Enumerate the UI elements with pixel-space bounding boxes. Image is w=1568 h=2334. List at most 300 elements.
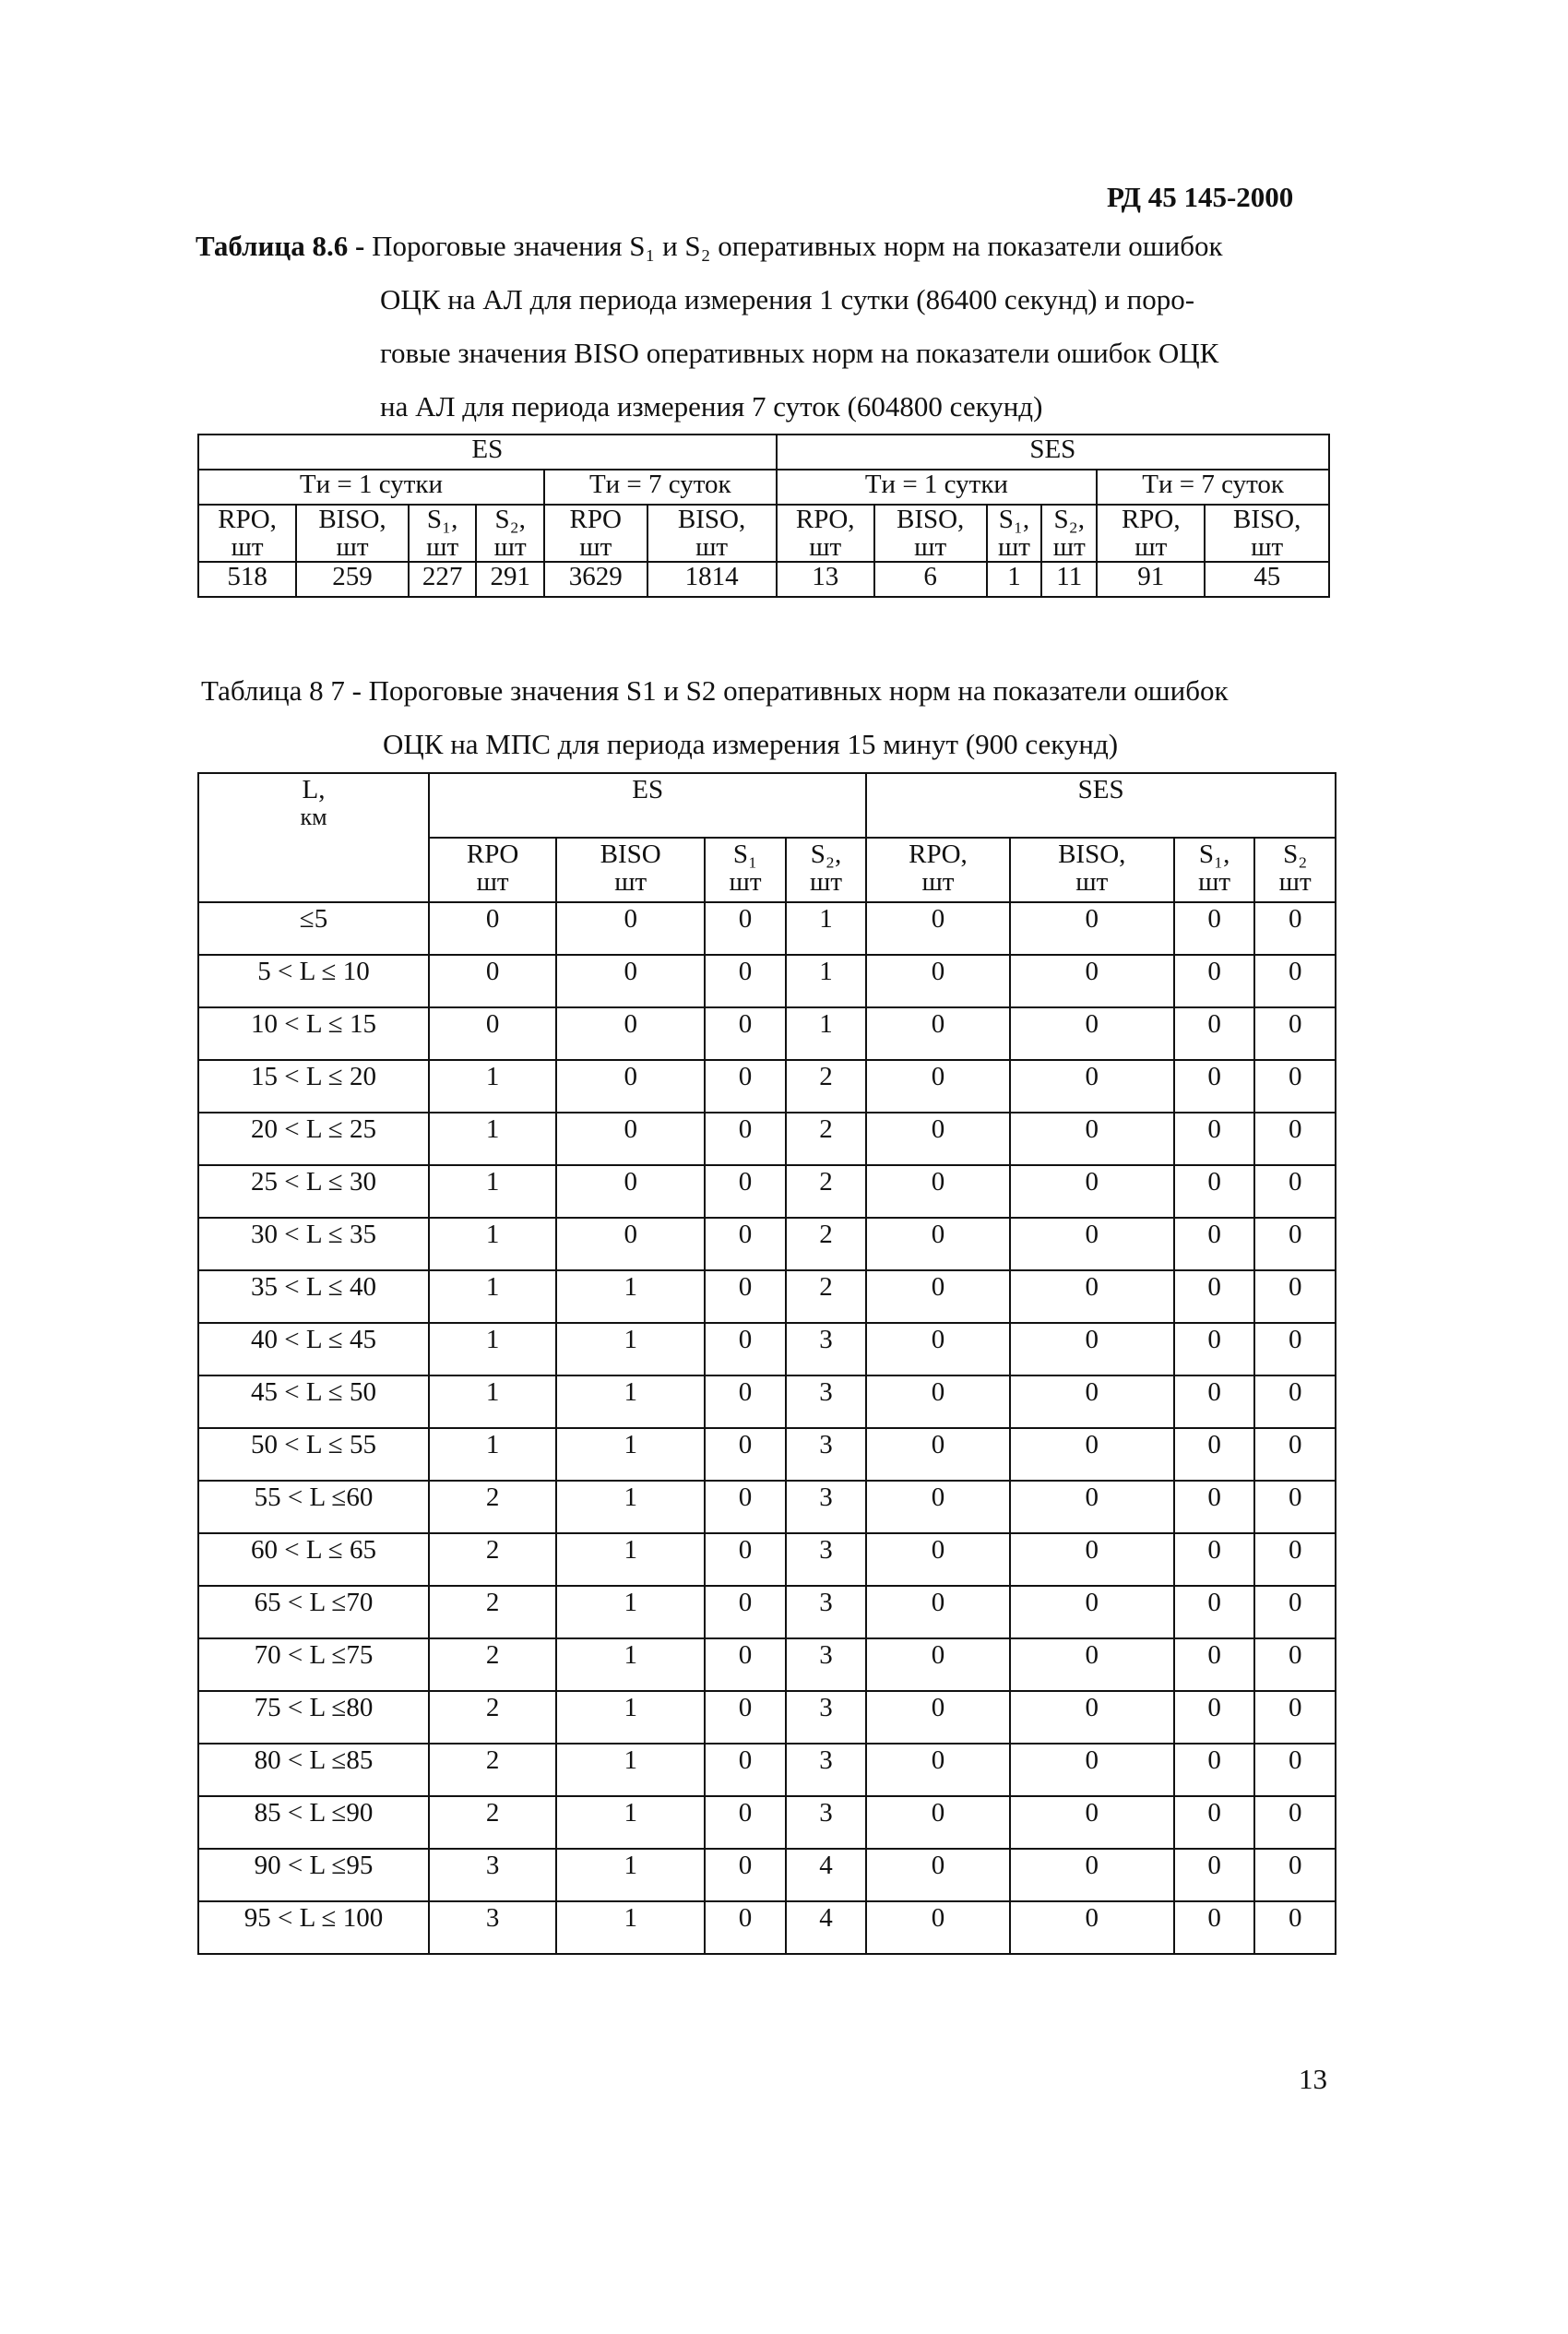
table-cell: 0 [866,1113,1009,1165]
caption-line: на АЛ для периода измерения 7 суток (604800 секунд) [380,390,1043,423]
table-cell: 1 [556,1586,705,1638]
table-cell: 0 [1174,1744,1255,1796]
page-number: 13 [1299,2063,1327,2095]
table-cell: 3 [786,1691,867,1744]
table-cell: 0 [866,1691,1009,1744]
table-cell: 1 [429,1323,556,1375]
table-cell: 2 [429,1638,556,1691]
column-header [544,505,647,562]
table-cell: 1 [556,1270,705,1323]
row-label: 55 < L ≤60 [198,1481,429,1533]
table-row [198,562,1329,597]
table-cell: 3 [786,1796,867,1849]
table-cell: 0 [1010,1060,1174,1113]
caption-line: Таблица 8 7 - Пороговые значения S1 и S2 оперативных норм на показатели ошибок [201,674,1229,707]
table-cell: 0 [866,1323,1009,1375]
table-cell: 0 [429,955,556,1007]
column-unit: шт [1278,867,1312,897]
table-cell: 0 [705,1849,786,1901]
column-header [1010,838,1174,902]
table-row [198,1638,1336,1691]
column-name: BISO [600,840,661,869]
table-row [198,1586,1336,1638]
table-cell: 0 [866,1428,1009,1481]
table-cell: 45 [1205,562,1329,597]
column-name: S₂, [810,840,842,869]
column-header [647,505,777,562]
row-label: 5 < L ≤ 10 [198,955,429,1007]
table-cell: 0 [705,1428,786,1481]
header-row-groups [198,773,1336,838]
column-header [1174,838,1255,902]
column-header [1254,838,1336,902]
table-cell: 13 [777,562,874,597]
column-name: BISO, [896,505,965,534]
column-unit: шт [729,867,762,897]
table-cell: 0 [705,1691,786,1744]
caption-first-line: Таблица 8.6 - Пороговые значения S₁ и S₂ оперативных норм на показатели ошибок [196,230,1223,262]
column-header [705,838,786,902]
table-cell: 0 [556,902,705,955]
table-cell: 0 [1174,1007,1255,1060]
column-unit: шт [809,532,842,562]
row-label: 15 < L ≤ 20 [198,1060,429,1113]
table-cell: 0 [1254,1218,1336,1270]
row-label: 90 < L ≤95 [198,1849,429,1901]
group-header-ses: SES [777,435,1329,470]
table-cell: 1 [429,1375,556,1428]
column-unit: шт [493,532,527,562]
table-cell: 3 [429,1849,556,1901]
column-unit: шт [810,867,843,897]
table-cell: 0 [1254,1638,1336,1691]
table-cell: 1 [786,1007,867,1060]
period-header: Tи = 1 сутки [777,470,1098,505]
table-cell: 0 [866,1218,1009,1270]
table-cell: 0 [866,1060,1009,1113]
table-cell: 291 [476,562,544,597]
table-cell: 3 [786,1744,867,1796]
column-unit: шт [997,532,1030,562]
column-unit: шт [1134,532,1168,562]
table-cell: 0 [866,1586,1009,1638]
table-cell: 3 [786,1323,867,1375]
column-unit: шт [614,867,647,897]
table-cell: 2 [786,1060,867,1113]
table-cell: 0 [1010,1007,1174,1060]
table-cell: 0 [1254,955,1336,1007]
table-row [198,1060,1336,1113]
row-label: 60 < L ≤ 65 [198,1533,429,1586]
row-label: 40 < L ≤ 45 [198,1323,429,1375]
table-cell: 2 [786,1165,867,1218]
column-unit: шт [476,867,509,897]
table-cell: 0 [1174,1428,1255,1481]
table-cell: 0 [1254,1165,1336,1218]
table-cell: 0 [866,1533,1009,1586]
column-header [777,505,874,562]
row-label: 20 < L ≤ 25 [198,1113,429,1165]
table-cell: 0 [705,902,786,955]
table-cell: 3 [786,1533,867,1586]
table-cell: 0 [1254,1849,1336,1901]
row-header-unit: км [300,804,327,830]
table-cell: 0 [1254,1375,1336,1428]
column-name: S₂, [494,505,526,534]
column-name: S₂, [1053,505,1086,534]
table-cell: 0 [705,955,786,1007]
table-cell: 1 [556,1428,705,1481]
table-cell: 0 [705,1165,786,1218]
table-cell: 0 [705,1796,786,1849]
table-cell: 1 [556,1323,705,1375]
column-header [429,838,556,902]
table-row [198,1007,1336,1060]
table-cell: 0 [1174,1323,1255,1375]
column-unit: шт [1075,867,1109,897]
table-cell: 3629 [544,562,647,597]
table-cell: 1 [556,1796,705,1849]
table-cell: 1814 [647,562,777,597]
table-cell: 2 [429,1744,556,1796]
table-cell: 0 [866,1744,1009,1796]
table-cell: 1 [556,1901,705,1954]
table-cell: 1 [556,1481,705,1533]
period-header: Tи = 7 суток [544,470,777,505]
column-name: RPO [466,840,519,869]
table-cell: 0 [1174,1849,1255,1901]
column-unit: шт [426,532,459,562]
table-cell: 2 [786,1218,867,1270]
column-header [198,505,296,562]
table-cell: 0 [705,1586,786,1638]
table-cell: 1 [556,1533,705,1586]
table-cell: 2 [786,1113,867,1165]
table-cell: 0 [1010,1165,1174,1218]
table-cell: 0 [866,1638,1009,1691]
table-cell: 0 [556,1060,705,1113]
table-cell: 0 [705,1375,786,1428]
table-cell: 0 [556,1165,705,1218]
table-cell: 0 [1010,902,1174,955]
table-cell: 4 [786,1849,867,1901]
table-cell: 0 [556,1113,705,1165]
table-cell: 0 [1174,1375,1255,1428]
table-cell: 0 [1010,1638,1174,1691]
table-cell: 1 [556,1849,705,1901]
group-header-es: ES [198,435,777,470]
table-cell: 0 [866,1901,1009,1954]
table-cell: 0 [1254,1323,1336,1375]
table-row [198,1481,1336,1533]
table-label: Таблица 8.6 - [196,230,365,262]
table-cell: 518 [198,562,296,597]
table-cell: 0 [1254,1796,1336,1849]
table-cell: 0 [705,1113,786,1165]
table-cell: 1 [786,955,867,1007]
table-cell: 91 [1097,562,1205,597]
table-cell: 1 [429,1218,556,1270]
table-cell: 0 [705,1007,786,1060]
table-cell: 0 [1174,902,1255,955]
table-cell: 0 [1174,1113,1255,1165]
table-cell: 2 [429,1691,556,1744]
row-header-length: L, км [198,773,429,902]
table-cell: 0 [1010,1428,1174,1481]
table-cell: 0 [1254,1007,1336,1060]
table-row [198,1165,1336,1218]
table-cell: 0 [1254,1691,1336,1744]
table-row [198,1744,1336,1796]
column-unit: шт [336,532,369,562]
row-label: 75 < L ≤80 [198,1691,429,1744]
table-cell: 0 [705,1270,786,1323]
table-cell: 0 [866,902,1009,955]
table-cell: 0 [866,1796,1009,1849]
row-label: ≤5 [198,902,429,955]
column-header [1097,505,1205,562]
table-cell: 1 [786,902,867,955]
column-header [866,838,1009,902]
table-cell: 0 [1254,1533,1336,1586]
table-cell: 0 [866,955,1009,1007]
row-label: 95 < L ≤ 100 [198,1901,429,1954]
table-cell: 0 [1010,1481,1174,1533]
table-cell: 0 [429,902,556,955]
table-cell: 2 [786,1270,867,1323]
table-cell: 0 [556,1007,705,1060]
table-8-6-caption [196,220,1367,434]
table-cell: 1 [429,1060,556,1113]
row-label: 35 < L ≤ 40 [198,1270,429,1323]
table-cell: 0 [1174,955,1255,1007]
table-cell: 3 [786,1586,867,1638]
table-cell: 0 [1254,1744,1336,1796]
column-name: RPO, [218,505,277,534]
table-cell: 227 [409,562,477,597]
table-cell: 1 [556,1744,705,1796]
table-cell: 0 [1254,1428,1336,1481]
table-8-6 [197,434,1330,598]
table-cell: 0 [866,1849,1009,1901]
table-row [198,1691,1336,1744]
table-cell: 0 [705,1533,786,1586]
table-row [198,1218,1336,1270]
table-cell: 0 [1174,1270,1255,1323]
header-row-columns [198,505,1329,562]
table-cell: 1 [429,1113,556,1165]
caption-line: ОЦК на МПС для периода измерения 15 минут (900 секунд) [383,728,1119,760]
column-name: BISO, [677,505,746,534]
table-cell: 0 [866,1165,1009,1218]
table-cell: 1 [556,1691,705,1744]
table-8-7 [197,772,1336,1955]
table-cell: 0 [705,1060,786,1113]
table-cell: 0 [1174,1481,1255,1533]
table-row [198,955,1336,1007]
table-cell: 0 [1254,1113,1336,1165]
table-cell: 0 [1174,1796,1255,1849]
column-header [409,505,477,562]
column-name: BISO, [318,505,386,534]
table-cell: 259 [296,562,409,597]
table-cell: 0 [1010,1113,1174,1165]
table-cell: 0 [1174,1533,1255,1586]
column-name: S₁, [426,505,458,534]
table-cell: 4 [786,1901,867,1954]
table-cell: 0 [1174,1901,1255,1954]
column-header [556,838,705,902]
table-cell: 0 [1254,1481,1336,1533]
table-cell: 0 [556,955,705,1007]
column-header [1205,505,1329,562]
table-cell: 3 [786,1375,867,1428]
table-row [198,1533,1336,1586]
table-row [198,1375,1336,1428]
row-label: 10 < L ≤ 15 [198,1007,429,1060]
table-cell: 0 [1174,1586,1255,1638]
table-cell: 0 [1010,1218,1174,1270]
table-cell: 0 [1010,1796,1174,1849]
table-cell: 2 [429,1533,556,1586]
table-cell: 0 [705,1323,786,1375]
column-name: S₁, [998,505,1030,534]
row-label: 25 < L ≤ 30 [198,1165,429,1218]
header-row-periods [198,470,1329,505]
document-code: РД 45 145-2000 [1107,181,1294,213]
table-8-7-caption [201,664,1372,771]
table-cell: 0 [1174,1218,1255,1270]
table-cell: 0 [866,1270,1009,1323]
table-cell: 2 [429,1481,556,1533]
table-cell: 0 [1010,1691,1174,1744]
table-cell: 11 [1041,562,1097,597]
row-label: 70 < L ≤75 [198,1638,429,1691]
column-name: RPO, [909,840,968,869]
table-cell: 1 [556,1638,705,1691]
table-cell: 0 [1010,1533,1174,1586]
column-unit: шт [914,532,947,562]
column-header [1041,505,1097,562]
group-header-es: ES [429,773,866,838]
table-cell: 3 [786,1428,867,1481]
table-cell: 0 [1174,1691,1255,1744]
table-cell: 0 [1174,1638,1255,1691]
table-cell: 6 [874,562,987,597]
table-cell: 0 [1174,1060,1255,1113]
table-row [198,902,1336,955]
row-label: 45 < L ≤ 50 [198,1375,429,1428]
table-cell: 0 [866,1481,1009,1533]
column-name: RPO [569,505,622,534]
table-cell: 0 [1254,1270,1336,1323]
table-cell: 0 [705,1638,786,1691]
caption-line: говые значения BISO оперативных норм на показатели ошибок ОЦК [380,337,1219,369]
table-cell: 0 [1010,1323,1174,1375]
table-cell: 3 [786,1638,867,1691]
table-cell: 2 [429,1586,556,1638]
column-unit: шт [921,867,955,897]
table-cell: 0 [1254,1060,1336,1113]
table-cell: 3 [429,1901,556,1954]
table-cell: 0 [1010,1270,1174,1323]
table-cell: 0 [1254,1586,1336,1638]
column-header [874,505,987,562]
table-cell: 3 [786,1481,867,1533]
table-cell: 1 [429,1428,556,1481]
header-row-groups [198,435,1329,470]
table-cell: 1 [429,1165,556,1218]
caption-line: ОЦК на АЛ для периода измерения 1 сутки (86400 секунд) и поро- [380,283,1195,316]
table-cell: 0 [1010,955,1174,1007]
table-row [198,1113,1336,1165]
column-name: RPO, [1121,505,1181,534]
table-cell: 0 [705,1218,786,1270]
column-header [296,505,409,562]
table-cell: 0 [1010,1586,1174,1638]
table-cell: 0 [705,1481,786,1533]
row-label: 85 < L ≤90 [198,1796,429,1849]
table-cell: 0 [556,1218,705,1270]
table-cell: 0 [866,1375,1009,1428]
table-cell: 0 [1010,1849,1174,1901]
table-row [198,1270,1336,1323]
table-cell: 0 [1010,1744,1174,1796]
table-cell: 0 [866,1007,1009,1060]
table-cell: 1 [987,562,1042,597]
column-name: S₂ [1283,840,1308,869]
column-name: BISO, [1233,505,1301,534]
table-cell: 0 [1174,1165,1255,1218]
table-row [198,1323,1336,1375]
row-label: 50 < L ≤ 55 [198,1428,429,1481]
table-cell: 0 [705,1901,786,1954]
table-cell: 0 [1010,1901,1174,1954]
column-name: S₁ [732,840,758,869]
column-header [987,505,1042,562]
column-unit: шт [231,532,264,562]
period-header: Tи = 7 суток [1097,470,1329,505]
row-label: 30 < L ≤ 35 [198,1218,429,1270]
table-row [198,1849,1336,1901]
column-name: BISO, [1058,840,1126,869]
column-unit: шт [1251,532,1284,562]
table-cell: 1 [429,1270,556,1323]
table-row [198,1796,1336,1849]
column-name: S₁, [1198,840,1230,869]
column-unit: шт [579,532,612,562]
row-label: 80 < L ≤85 [198,1744,429,1796]
table-cell: 0 [1254,1901,1336,1954]
column-unit: шт [1052,532,1086,562]
table-cell: 0 [705,1744,786,1796]
column-unit: шт [1198,867,1231,897]
column-unit: шт [695,532,729,562]
row-label: 65 < L ≤70 [198,1586,429,1638]
table-cell: 2 [429,1796,556,1849]
table-cell: 1 [556,1375,705,1428]
table-row [198,1428,1336,1481]
period-header: Tи = 1 сутки [198,470,544,505]
table-cell: 0 [1254,902,1336,955]
column-header [476,505,544,562]
table-cell: 0 [429,1007,556,1060]
group-header-ses: SES [866,773,1336,838]
column-header [786,838,867,902]
column-name: RPO, [795,505,855,534]
table-cell: 0 [1010,1375,1174,1428]
table-row [198,1901,1336,1954]
